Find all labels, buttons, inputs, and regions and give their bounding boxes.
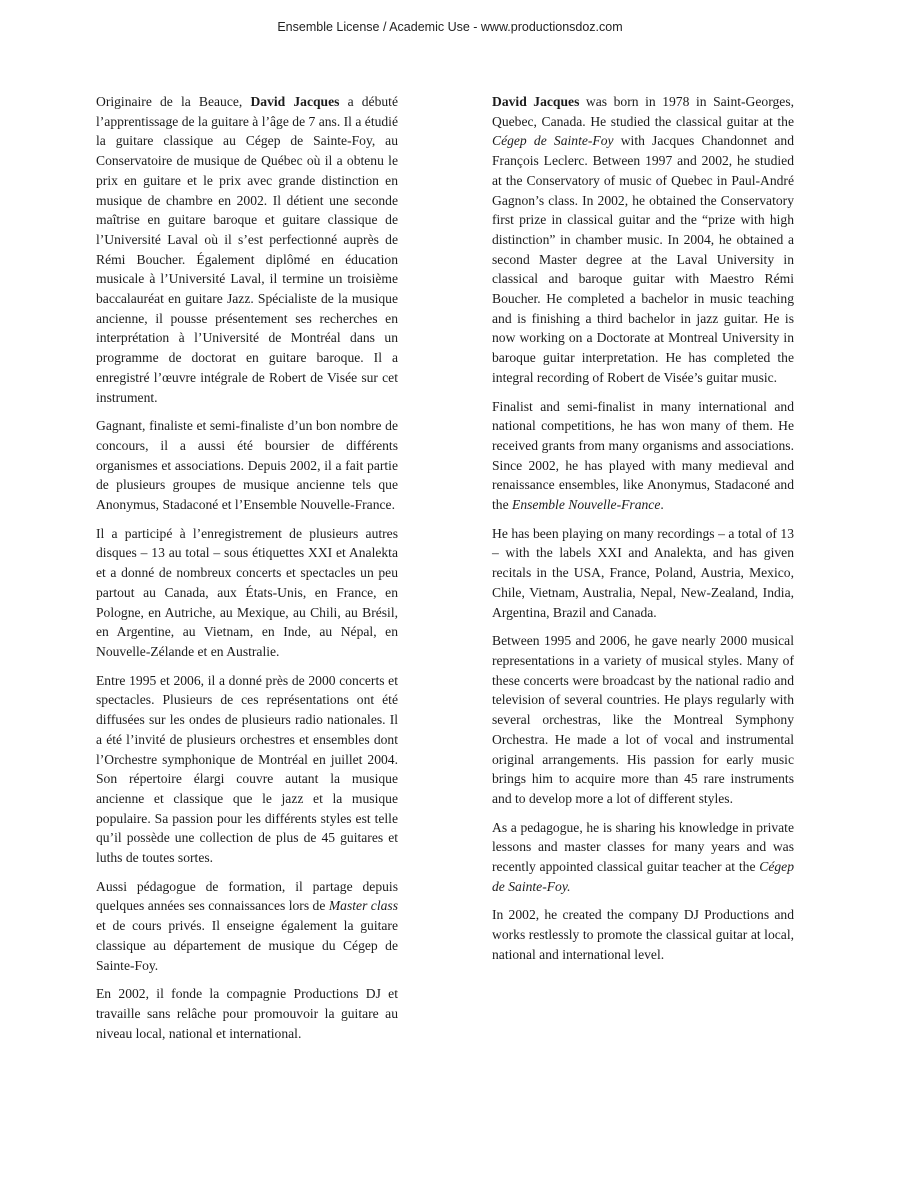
en-p2-text-a: Finalist and semi-finalist in many international and national competitions, he has won many of them. He received grants from many organisms and associations. Since 2002, he has played with many medieval and renaissance ensembles, like Anonymus, Stadaconé and the — [492, 398, 794, 513]
english-biography — [492, 92, 794, 974]
en-p5-italic: Cégep de Sainte-Foy. — [492, 859, 794, 894]
fr-p1-text-a: Originaire de la Beauce, — [96, 94, 251, 109]
fr-paragraph-5 — [96, 877, 398, 976]
en-p1-text-b: with Jacques Chandonnet and François Leclerc. Between 1997 and 2002, he studied at the Conservatory of music of Quebec in Paul-André Gagnon’s class. In 2002, he obtained the Conservatory first prize in classical guitar and the “prize with high distinction” in chamber music. In 2004, he obtained a second Master degree at the Laval University in classical and baroque guitar with Maestro Rémi Boucher. He completed a bachelor in music teaching and is finishing a third bachelor in jazz guitar. He is now working on a Doctorate at Montreal University in baroque guitar interpretation. He has completed the integral recording of Robert de Visée’s guitar music. — [492, 133, 794, 385]
en-p2-text-b: . — [660, 497, 664, 513]
fr-paragraph-2: Gagnant, finaliste et semi-finaliste d’un bon nombre de concours, il a aussi été boursier de différents organismes et associations. Depuis 2002, il a fait partie de plusieurs groupes de musique ancienne tels que Anonymus, Stadaconé et l’Ensemble Nouvelle-France. — [96, 418, 398, 513]
fr-p1-text-b: a débuté l’apprentissage de la guitare à l’âge de 7 ans. Il a étudié la guitare classique au Cégep de Sainte-Foy, au Conservatoire de musique de Québec où il a obtenu le prix en guitare et le prix avec grande distinction en musique de chambre en 2002. Il détient une seconde maîtrise en guitare baroque et guitare classique de l’Université Laval où il s’est perfectionné auprès de Rémi Boucher. Également diplômé en éducation musicale à l’Université Laval, il termine un troisième baccalauréat en guitare Jazz. Spécialiste de la musique ancienne, il pousse présentement ses recherches en interprétation à l’Université de Montréal dans un programme de doctorat en guitare baroque. Il a enregistré l’œuvre intégrale de Robert de Visée sur cet instrument. — [96, 94, 398, 405]
fr-p5-text-a: Aussi pédagogue de formation, il partage depuis quelques années ses connaissances lors de — [96, 878, 398, 914]
fr-paragraph-3: Il a participé à l’enregistrement de plusieurs autres disques – 13 au total – sous étiquettes XXI et Analekta et a donné de nombreux concerts et spectacles un peu partout au Canada, aux États-Unis, en France, en Pologne, en Autriche, au Mexique, au Chili, au Brésil, en Argentine, au Vietnam, en Inde, au Népal, en Nouvelle-Zélande et en Australie. — [96, 525, 398, 659]
fr-p1-name: David Jacques — [250, 94, 340, 109]
en-paragraph-6: In 2002, he created the company DJ Productions and works restlessly to promote the classical guitar at local, national and international level. — [492, 907, 794, 962]
fr-paragraph-6: En 2002, il fonde la compagnie Productions DJ et travaille sans relâche pour promouvoir la guitare au niveau local, national et international. — [96, 986, 398, 1041]
license-header: Ensemble License / Academic Use - www.productionsdoz.com — [277, 20, 623, 34]
en-paragraph-3: He has been playing on many recordings – a total of 13 – with the labels XXI and Analekta, and has given recitals in the USA, France, Poland, Austria, Mexico, Chile, Vietnam, Australia, Nepal, New-Zealand, India, Argentina, Brazil and Canada. — [492, 525, 794, 620]
french-biography — [96, 92, 398, 1052]
en-p5-text-a: As a pedagogue, he is sharing his knowledge in private lessons and master classes for many years and was recently appointed classical guitar teacher at the — [492, 819, 794, 875]
en-p1-italic: Cégep de Sainte-Foy — [492, 133, 614, 149]
en-paragraph-4: Between 1995 and 2006, he gave nearly 2000 musical representations in a variety of musical styles. Many of these concerts were broadcast by the national radio and television of several countries. He plays regularly with several orchestras, like the Montreal Symphony Orchestra. He made a lot of vocal and instrumental original arrangements. His passion for early music brings him to acquire more than 45 rare instruments and to develop more a lot of different styles. — [492, 633, 794, 806]
fr-paragraph-4: Entre 1995 et 2006, il a donné près de 2000 concerts et spectacles. Plusieurs de ces représentations ont été diffusées sur les ondes de plusieurs radio nationales. Il a été l’invité de plusieurs orchestres et ensembles dont l’Orchestre symphonique de Montréal en juillet 2004. Son répertoire élargi couvre autant la musique ancienne et classique que le jazz et la musique populaire. Sa passion pour les différents styles est telle qu’il possède une collection de plus de 45 guitares et luths de toutes sortes. — [96, 672, 398, 866]
en-p2-italic: Ensemble Nouvelle-France — [512, 497, 661, 513]
en-p1-name: David Jacques — [492, 94, 580, 109]
en-paragraph-5 — [492, 818, 794, 897]
en-paragraph-2 — [492, 397, 794, 515]
en-p1-text-a: was born in 1978 in Saint-Georges, Quebec, Canada. He studied the classical guitar at the — [492, 94, 795, 129]
fr-paragraph-1 — [96, 92, 398, 407]
en-paragraph-1 — [492, 92, 794, 388]
fr-p5-text-b: et de cours privés. Il enseigne également la guitare classique au département de musique du Cégep de Sainte-Foy. — [96, 918, 398, 973]
fr-p5-italic: Master class — [328, 898, 398, 914]
